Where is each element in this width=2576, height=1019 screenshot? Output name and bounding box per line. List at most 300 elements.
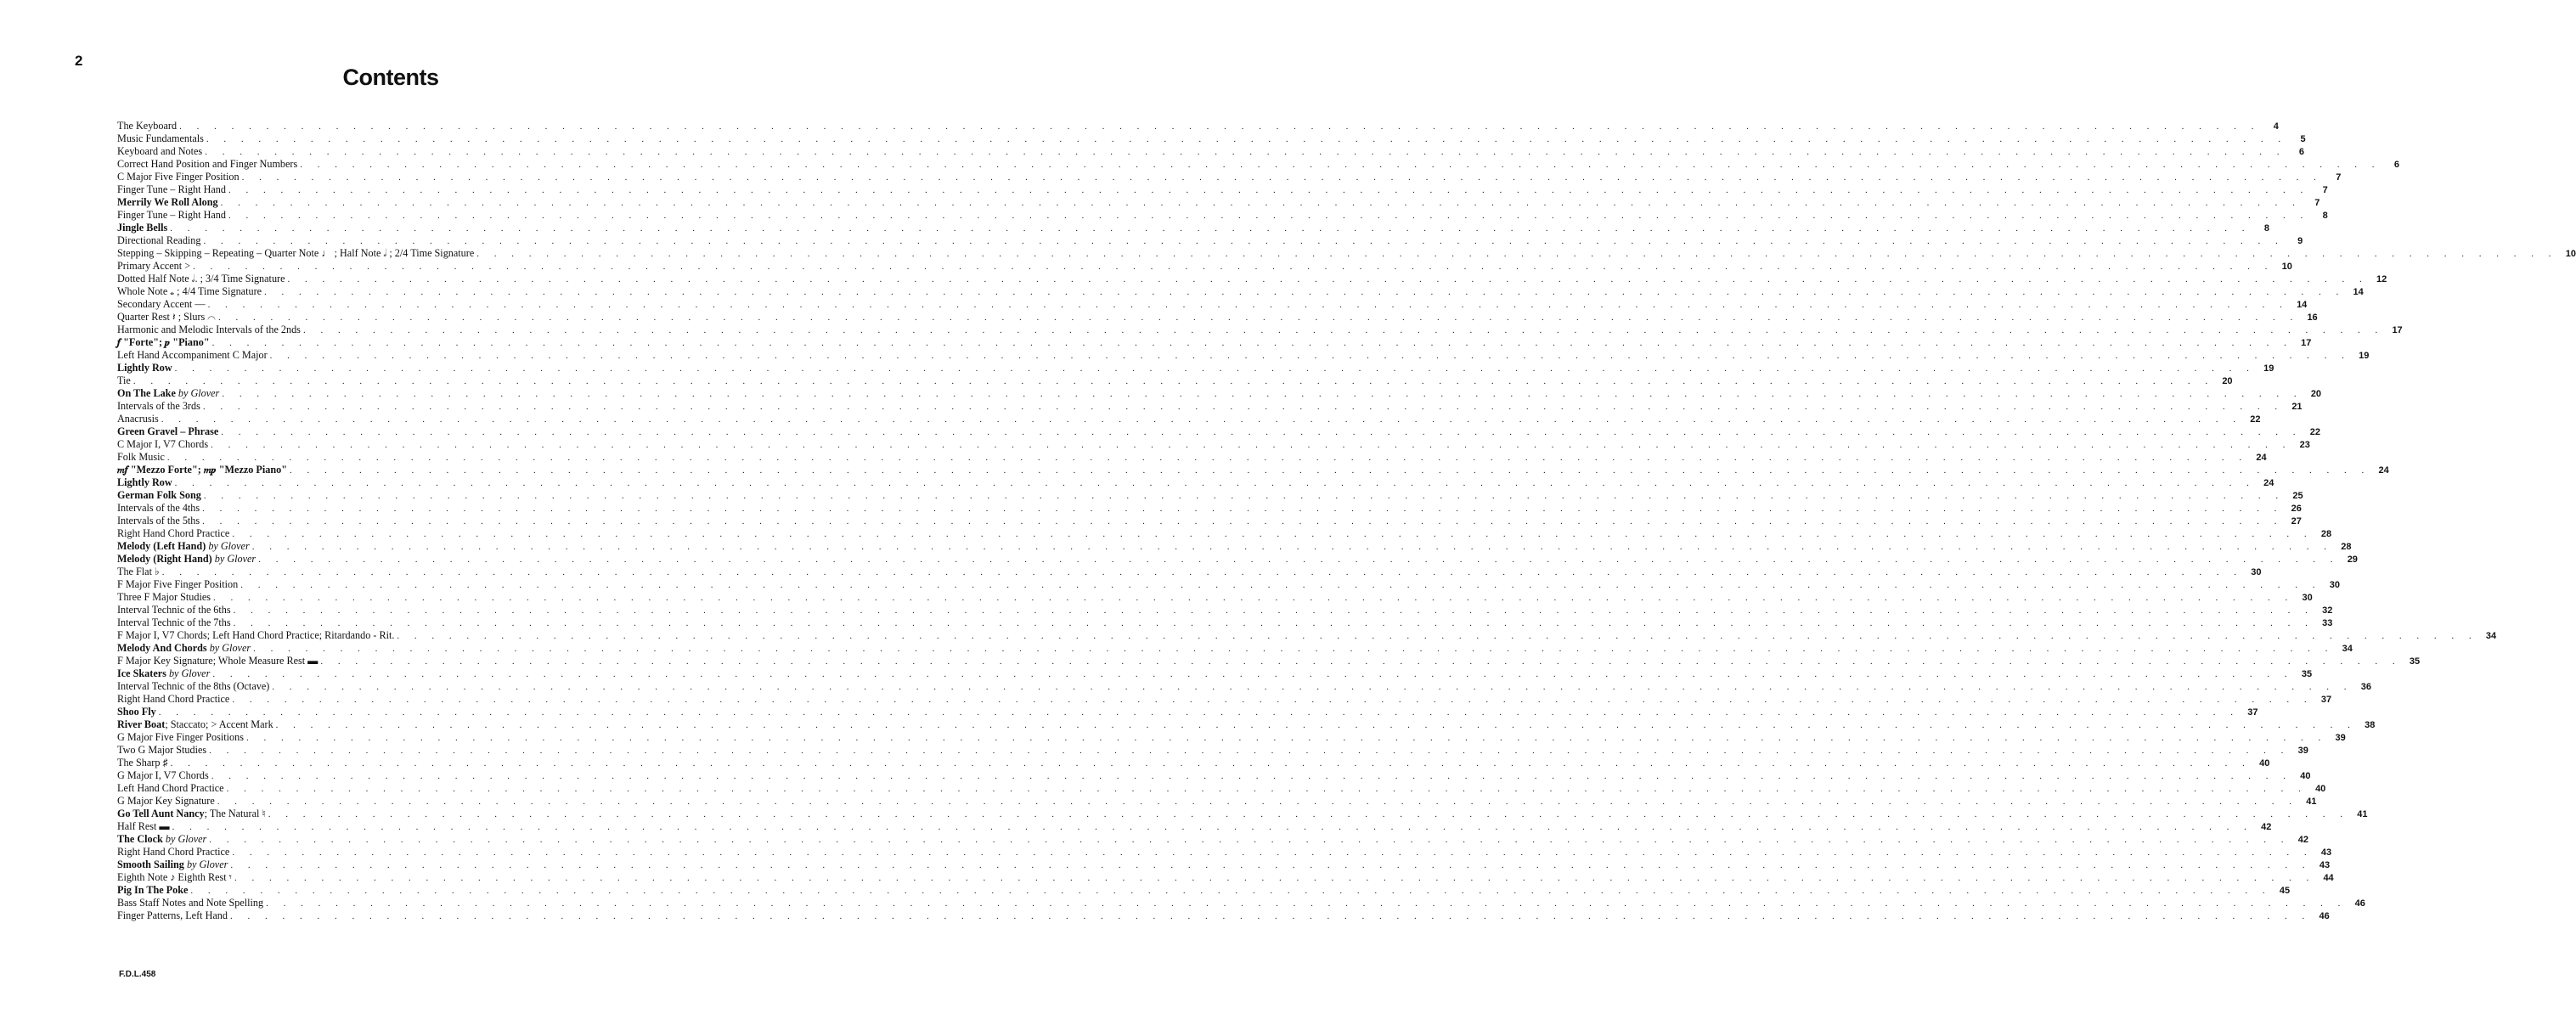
toc-entry-page: 35 (2409, 656, 2421, 667)
dot-leader: . . . . . . . . . . . . . . . . . . . . . . . . . . . . . . . . . . . . . . . . . . . . . . . . . . . . . . . . . . . . . . . . . . . . . . . . . . . . . . . . . . . . . . . . . . . . . . . . . . . . . . . . . . . . . . . . . . . . . . . . (233, 618, 2314, 628)
toc-entry-label: Green Gravel – Phrase (117, 425, 219, 437)
toc-entry-title (117, 833, 209, 846)
dot-leader: . . . . . . . . . . . . . . . . . . . . . . . . . . . . . . . . . . . . . . . . . . . . . . . . . . . . . . . . . . . . . . . . . . . . . . . . . . . . . . . . . . . . . . . . . . . . . . . . . . . . . . . . . . . . . . . . . . . . . . . . (174, 478, 2256, 488)
toc-entry-label: Interval Technic of the 8ths (Octave) (117, 680, 270, 692)
dot-leader: . . . . . . . . . . . . . . . . . . . . . . . . . . . . . . . . . . . . . . . . . . . . . . . . . . . . . . . . . . . . . . . . . . . . . . . . . . . . . . . . . . . . . . . . . . . . . . . . . . . . . . . . . . . . . . . . . . . . . . . . (166, 453, 2248, 463)
toc-entry-label: Primary Accent > (117, 260, 191, 272)
toc-entry-label: Intervals of the 4ths (117, 502, 200, 514)
dot-leader: . . . . . . . . . . . . . . . . . . . . . . . . . . . . . . . . . . . . . . . . . . . . . . . . . . . . . . . . . . . . . . . . . . . . . . . . . . . . . . . . . . . . . . . . . . . . . . . . . . . . . . . . . . . . . . . . . . . . . . . . (202, 504, 2283, 514)
toc-entry (117, 247, 2576, 260)
toc-entry (117, 387, 2322, 400)
toc-entry-page: 12 (2376, 274, 2387, 284)
toc-entry-page: 27 (2291, 516, 2302, 526)
toc-entry (117, 808, 2368, 820)
dot-leader: . . . . . . . . . . . . . . . . . . . . . . . . . . . . . . . . . . . . . . . . . . . . . . . . . . . . . . . . . . . . . . . . . . . . . . . . . . . . . . . . . . . . . . . . . . . . . . . . . . . . . . . . . . . . . . . . . . . . . . . . (174, 363, 2256, 374)
toc-entry-title (117, 311, 218, 324)
toc-entry-title (117, 183, 228, 196)
toc-entry-title (117, 540, 252, 553)
toc-entry-label: Left Hand Accompaniment C Major (117, 349, 268, 361)
toc-entry-label: Stepping – Skipping – Repeating – Quarter Note ♩ ; Half Note 𝅗𝅥 ; 2/4 Time Signature (117, 247, 475, 259)
dot-leader: . . . . . . . . . . . . . . . . . . . . . . . . . . . . . . . . . . . . . . . . . . . . . . . . . . . . . . . . . . . . . . . . . . . . . . . . . . . . . . . . . . . . . . . . . . . . . . . . . . . . . . . . . . . . . . . . . . . . . . . . (251, 542, 2333, 552)
toc-entry (117, 132, 2306, 145)
toc-entry (117, 311, 2318, 324)
dot-leader: . . . . . . . . . . . . . . . . . . . . . . . . . . . . . . . . . . . . . . . . . . . . . . . . . . . . . . . . . . . . . . . . . . . . . . . . . . . . . . . . . . . . . . . . . . . . . . . . . . . . . . . . . . . . . . . . . . . . . . . . (190, 886, 2272, 896)
toc-entry-page: 9 (2297, 236, 2303, 246)
dot-leader: . . . . . . . . . . . . . . . . . . . . . . . . . . . . . . . . . . . . . . . . . . . . . . . . . . . . . . . . . . . . . . . . . . . . . . . . . . . . . . . . . . . . . . . . . . . . . . . . . . . . . . . . . . . . . . . . . . . . . . . . (300, 160, 2381, 170)
toc-entry-page: 33 (2322, 618, 2333, 628)
toc-entry-label: Tie (117, 374, 131, 386)
toc-entry-title (117, 859, 230, 871)
toc-entry-title (117, 387, 222, 400)
toc-entry-title (117, 336, 212, 349)
toc-entry-label: River Boat (117, 718, 166, 730)
dot-leader: . . . . . . . . . . . . . . . . . . . . . . . . . . . . . . . . . . . . . . . . . . . . . . . . . . . . . . . . . . . . . . . . . . . . . . . . . . . . . . . . . . . . . . . . . . . . . . . . . . . . . . . . . . . . . . . . . . . . . . . . (268, 809, 2349, 819)
toc-entry-title (117, 693, 232, 706)
toc-entry (117, 374, 2233, 387)
toc-entry (117, 680, 2372, 693)
dot-leader: . . . . . . . . . . . . . . . . . . . . . . . . . . . . . . . . . . . . . . . . . . . . . . . . . . . . . . . . . . . . . . . . . . . . . . . . . . . . . . . . . . . . . . . . . . . . . . . . . . . . . . . . . . . . . . . . . . . . . . . . (222, 389, 2303, 399)
toc-entry-page: 14 (2297, 300, 2308, 310)
toc-entry-page: 40 (2259, 758, 2270, 768)
dot-leader: . . . . . . . . . . . . . . . . . . . . . . . . . . . . . . . . . . . . . . . . . . . . . . . . . . . . . . . . . . . . . . . . . . . . . . . . . . . . . . . . . . . . . . . . . . . . . . . . . . . . . . . . . . . . . . . . . . . . . . . . (232, 847, 2314, 858)
toc-entry-label: Intervals of the 3rds (117, 400, 200, 412)
toc-entry-page: 43 (2319, 860, 2331, 870)
dot-leader: . . . . . . . . . . . . . . . . . . . . . . . . . . . . . . . . . . . . . . . . . . . . . . . . . . . . . . . . . . . . . . . . . . . . . . . . . . . . . . . . . . . . . . . . . . . . . . . . . . . . . . . . . . . . . . . . . . . . . . . . (203, 491, 2285, 501)
dot-leader: . . . . . . . . . . . . . . . . . . . . . . . . . . . . . . . . . . . . . . . . . . . . . . . . . . . . . . . . . . . . . . . . . . . . . . . . . . . . . . . . . . . . . . . . . . . . . . . . . . . . . . . . . . . . . . . . . . . . . . . . (228, 185, 2309, 195)
toc-entry-title (117, 808, 268, 820)
toc-entry (117, 234, 2303, 247)
toc-entry (117, 591, 2313, 604)
toc-entry-title (117, 324, 303, 336)
toc-entry-label: The Clock (117, 833, 163, 845)
footer-code: F.D.L.458 (119, 970, 156, 979)
toc-entry-page: 39 (2335, 733, 2346, 743)
page-title: Contents (342, 65, 439, 90)
toc-entry-label: Jingle Bells (117, 222, 168, 234)
toc-entry-title (117, 909, 230, 922)
toc-entry (117, 171, 2342, 183)
dot-leader: . . . . . . . . . . . . . . . . . . . . . . . . . . . . . . . . . . . . . . . . . . . . . . . . . . . . . . . . . . . . . . . . . . . . . . . . . . . . . . . . . . . . . . . . . . . . . . . . . . . . . . . . . . . . . . . . . . . . . . . . (264, 287, 2345, 297)
toc-entry (117, 425, 2321, 438)
toc-entry-title (117, 629, 397, 642)
dot-leader: . . . . . . . . . . . . . . . . . . . . . . . . . . . . . . . . . . . . . . . . . . . . . . . . . . . . . . . . . . . . . . . . . . . . . . . . . . . . . . . . . . . . . . . . . . . . . . . . . . . . . . . . . . . . . . . . . . . . . . . . (202, 402, 2284, 412)
toc-entry-title (117, 718, 276, 731)
dot-leader: . . . . . . . . . . . . . . . . . . . . . . . . . . . . . . . . . . . . . . . . . . . . . . . . . . . . . . . . . . . . . . . . . . . . . . . . . . . . . . . . . . . . . . . . . . . . . . . . . . . . . . . . . . . . . . . . . . . . . . . . (232, 529, 2314, 539)
toc-entry (117, 769, 2311, 782)
toc-entry-title (117, 374, 133, 387)
dot-leader: . . . . . . . . . . . . . . . . . . . . . . . . . . . . . . . . . . . . . . . . . . . . . . . . . . . . . . . . . . . . . . . . . . . . . . . . . . . . . . . . . . . . . . . . . . . . . . . . . . . . . . . . . . . . . . . . . . . . . . . . (275, 720, 2357, 730)
toc-entry-page: 8 (2322, 211, 2328, 221)
toc-entry-page: 24 (2378, 465, 2389, 476)
toc-entry-label: 𝆑 "Forte"; 𝆏 "Piano" (117, 336, 210, 348)
toc-entry (117, 693, 2332, 706)
toc-entry-title (117, 846, 232, 859)
toc-entry-page: 44 (2323, 873, 2334, 883)
toc-entry-title (117, 871, 234, 884)
toc-entry-label: Directional Reading (117, 234, 201, 246)
toc-entry-label: Go Tell Aunt Nancy (117, 808, 205, 819)
toc-entry-suffix: ; Staccato; > Accent Mark (165, 718, 273, 730)
dot-leader: . . . . . . . . . . . . . . . . . . . . . . . . . . . . . . . . . . . . . . . . . . . . . . . . . . . . . . . . . . . . . . . . . . . . . . . . . . . . . . . . . . . . . . . . . . . . . . . . . . . . . . . . . . . . . . . . . . . . . . . . (240, 580, 2321, 590)
dot-leader: . . . . . . . . . . . . . . . . . . . . . . . . . . . . . . . . . . . . . . . . . . . . . . . . . . . . . . . . . . . . . . . . . . . . . . . . . . . . . . . . . . . . . . . . . . . . . . . . . . . . . . . . . . . . . . . . . . . . . . . . (269, 351, 2351, 361)
toc-entry-byline: by Glover (214, 553, 256, 565)
toc-entry-byline: by Glover (178, 387, 220, 399)
toc-entry-title (117, 209, 228, 222)
toc-entry-label: Smooth Sailing (117, 859, 184, 870)
dot-leader: . . . . . . . . . . . . . . . . . . . . . . . . . . . . . . . . . . . . . . . . . . . . . . . . . . . . . . . . . . . . . . . . . . . . . . . . . . . . . . . . . . . . . . . . . . . . . . . . . . . . . . . . . . . . . . . . . . . . . . . . (207, 300, 2289, 310)
dot-leader: . . . . . . . . . . . . . . . . . . . . . . . . . . . . . . . . . . . . . . . . . . . . . . . . . . . . . . . . . . . . . . . . . . . . . . . . . . . . . . . . . . . . . . . . . . . . . . . . . . . . . . . . . . . . . . . . . . . . . . . . (228, 211, 2309, 221)
toc-entry-label: Three F Major Studies (117, 591, 211, 603)
toc-entry-page: 21 (2291, 402, 2303, 412)
toc-entry-title (117, 706, 159, 718)
toc-entry (117, 859, 2331, 871)
dot-leader: . . . . . . . . . . . . . . . . . . . . . . . . . . . . . . . . . . . . . . . . . . . . . . . . . . . . . . . . . . . . . . . . . . . . . . . . . . . . . . . . . . . . . . . . . . . . . . . . . . . . . . . . . . . . . . . . . . . . . . . . (258, 555, 2339, 565)
toc-entry-label: Secondary Accent — (117, 298, 206, 310)
toc-entry-page: 7 (2322, 185, 2328, 195)
toc-entry-label: Bass Staff Notes and Note Spelling (117, 897, 264, 909)
toc-entry-page: 42 (2261, 822, 2272, 832)
toc-entry (117, 871, 2334, 884)
toc-entry-title (117, 400, 203, 413)
toc-entry (117, 629, 2497, 642)
dot-leader: . . . . . . . . . . . . . . . . . . . . . . . . . . . . . . . . . . . . . . . . . . . . . . . . . . . . . . . . . . . . . . . . . . . . . . . . . . . . . . . . . . . . . . . . . . . . . . . . . . . . . . . . . . . . . . . . . . . . . . . . (217, 312, 2299, 323)
toc-entry-page: 19 (2359, 351, 2370, 361)
dot-leader: . . . . . . . . . . . . . . . . . . . . . . . . . . . . . . . . . . . . . . . . . . . . . . . . . . . . . . . . . . . . . . . . . . . . . . . . . . . . . . . . . . . . . . . . . . . . . . . . . . . . . . . . . . . . . . . . . . . . . . . . (179, 121, 2260, 132)
dot-leader: . . . . . . . . . . . . . . . . . . . . . . . . . . . . . . . . . . . . . . . . . . . . . . . . . . . . . . . . . . . . . . . . . . . . . . . . . . . . . . . . . . . . . . . . . . . . . . . . . . . . . . . . . . . . . . . . . . . . . . . . (193, 262, 2274, 272)
toc-entry-title (117, 464, 290, 476)
toc-entry-title (117, 782, 227, 795)
toc-entry-page: 45 (2279, 886, 2291, 896)
dot-leader: . . . . . . . . . . . . . . . . . . . . . . . . . . . . . . . . . . . . . . . . . . . . . . . . . . . . . . . . . . . . . . . . . . . . . . . . . . . . . . . . . . . . . . . . . . . . . . . . . . . . . . . . . . . . . . . . . . . . . . . . (209, 746, 2290, 756)
dot-leader: . . . . . . . . . . . . . . . . . . . . . . . . . . . . . . . . . . . . . . . . . . . . . . . . . . . . . . . . . . . . . . . . . . . . . . . . . . . . . . . . . . . . . . . . . . . . . . . . . . . . . . . . . . . . . . . . . . . . . . . . (161, 414, 2242, 425)
toc-entry-page: 23 (2299, 440, 2310, 450)
toc-entry-label: German Folk Song (117, 489, 201, 501)
dot-leader: . . . . . . . . . . . . . . . . . . . . . . . . . . . . . . . . . . . . . . . . . . . . . . . . . . . . . . . . . . . . . . . . . . . . . . . . . . . . . . . . . . . . . . . . . . . . . . . . . . . . . . . . . . . . . . . . . . . . . . . . (206, 134, 2287, 144)
dot-leader: . . . . . . . . . . . . . . . . . . . . . . . . . . . . . . . . . . . . . . . . . . . . . . . . . . . . . . . . . . . . . . . . . . . . . . . . . . . . . . . . . . . . . . . . . . . . . . . . . . . . . . . . . . . . . . . . . . . . . . . . (241, 172, 2323, 183)
toc-entry-label: Anacrusis (117, 413, 159, 425)
toc-entry-label: Folk Music (117, 451, 165, 463)
toc-entry-page: 22 (2309, 427, 2321, 437)
dot-leader: . . . . . . . . . . . . . . . . . . . . . . . . . . . . . . . . . . . . . . . . . . . . . . . . . . . . . . . . . . . . . . . . . . . . . . . . . . . . . . . . . . . . . . . . . . . . . . . . . . . . . . . . . . . . . . . . . . . . . . . . (221, 427, 2303, 437)
toc-entry-page: 46 (2319, 911, 2330, 921)
toc-entry (117, 566, 2262, 578)
toc-entry (117, 120, 2279, 132)
toc-entry (117, 209, 2328, 222)
toc-entry-page: 7 (2336, 172, 2342, 183)
dot-leader: . . . . . . . . . . . . . . . . . . . . . . . . . . . . . . . . . . . . . . . . . . . . . . . . . . . . . . . . . . . . . . . . . . . . . . . . . . . . . . . . . . . . . . . . . . . . . . . . . . . . . . . . . . . . . . . . . . . . . . . . (287, 274, 2369, 284)
toc-entry-page: 29 (2347, 555, 2358, 565)
toc-entry-page: 22 (2250, 414, 2261, 425)
toc-entry-label: Ice Skaters (117, 667, 166, 679)
toc-entry-title (117, 566, 162, 578)
toc-entry (117, 820, 2272, 833)
toc-entry-page: 10 (2281, 262, 2292, 272)
toc-entry (117, 451, 2267, 464)
toc-entry-page: 37 (2247, 707, 2258, 718)
toc-entry-title (117, 667, 212, 680)
toc-entry-label: Keyboard and Notes (117, 145, 203, 157)
toc-entry (117, 897, 2365, 909)
toc-entry-page: 6 (2298, 147, 2304, 157)
dot-leader: . . . . . . . . . . . . . . . . . . . . . . . . . . . . . . . . . . . . . . . . . . . . . . . . . . . . . . . . . . . . . . . . . . . . . . . . . . . . . . . . . . . . . . . . . . . . . . . . . . . . . . . . . . . . . . . . . . . . . . . . (230, 860, 2312, 870)
toc-entry-label: 𝆐𝆑 "Mezzo Forte"; 𝆐𝆏 "Mezzo Piano" (117, 464, 287, 476)
toc-entry-label: Intervals of the 5ths (117, 515, 200, 526)
dot-leader: . . . . . . . . . . . . . . . . . . . . . . . . . . . . . . . . . . . . . . . . . . . . . . . . . . . . . . . . . . . . . . . . . . . . . . . . . . . . . . . . . . . . . . . . . . . . . . . . . . . . . . . . . . . . . . . . . . . . . . . . (220, 198, 2302, 208)
toc-entry-title (117, 642, 253, 655)
toc-entry-title (117, 604, 234, 616)
toc-entry-label: Interval Technic of the 6ths (117, 604, 231, 616)
toc-entry-title (117, 502, 202, 515)
toc-entry-label: C Major I, V7 Chords (117, 438, 209, 450)
toc-entry (117, 260, 2292, 273)
toc-entry-page: 19 (2263, 363, 2274, 374)
toc-entry-byline: by Glover (186, 859, 228, 870)
toc-entry-page: 20 (2310, 389, 2322, 399)
toc-entry-label: Finger Tune – Right Hand (117, 183, 226, 195)
dot-leader: . . . . . . . . . . . . . . . . . . . . . . . . . . . . . . . . . . . . . . . . . . . . . . . . . . . . . . . . . . . . . . . . . . . . . . . . . . . . . . . . . . . . . . . . . . . . . . . . . . . . . . . . . . . . . . . . . . . . . . . . (233, 605, 2314, 616)
toc-entry (117, 324, 2403, 336)
dot-leader: . . . . . . . . . . . . . . . . . . . . . . . . . . . . . . . . . . . . . . . . . . . . . . . . . . . . . . . . . . . . . . . . . . . . . . . . . . . . . . . . . . . . . . . . . . . . . . . . . . . . . . . . . . . . . . . . . . . . . . . . (320, 656, 2402, 667)
toc-entry (117, 527, 2332, 540)
toc-entry-title (117, 553, 258, 566)
toc-entry-title (117, 298, 208, 311)
toc-entry-page: 37 (2320, 695, 2332, 705)
dot-leader: . . . . . . . . . . . . . . . . . . . . . . . . . . . . . . . . . . . . . . . . . . . . . . . . . . . . . . . . . . . . . . . . . . . . . . . . . . . . . . . . . . . . . . . . . . . . . . . . . . . . . . . . . . . . . . . . . . . . . . . . (476, 249, 2557, 259)
toc-entry-page: 41 (2306, 797, 2317, 807)
toc-entry-label: G Major I, V7 Chords (117, 769, 209, 781)
dot-leader: . . . . . . . . . . . . . . . . . . . . . . . . . . . . . . . . . . . . . . . . . . . . . . . . . . . . . . . . . . . . . . . . . . . . . . . . . . . . . . . . . . . . . . . . . . . . . . . . . . . . . . . . . . . . . . . . . . . . . . . . (226, 784, 2308, 794)
dot-leader: . . . . . . . . . . . . . . . . . . . . . . . . . . . . . . . . . . . . . . . . . . . . . . . . . . . . . . . . . . . . . . . . . . . . . . . . . . . . . . . . . . . . . . . . . . . . . . . . . . . . . . . . . . . . . . . . . . . . . . . . (158, 707, 2240, 718)
toc-entry (117, 782, 2326, 795)
dot-leader: . . . . . . . . . . . . . . . . . . . . . . . . . . . . . . . . . . . . . . . . . . . . . . . . . . . . . . . . . . . . . . . . . . . . . . . . . . . . . . . . . . . . . . . . . . . . . . . . . . . . . . . . . . . . . . . . . . . . . . . . (209, 835, 2291, 845)
toc-entry-label: Pig In The Poke (117, 884, 189, 896)
dot-leader: . . . . . . . . . . . . . . . . . . . . . . . . . . . . . . . . . . . . . . . . . . . . . . . . . . . . . . . . . . . . . . . . . . . . . . . . . . . . . . . . . . . . . . . . . . . . . . . . . . . . . . . . . . . . . . . . . . . . . . . . (234, 873, 2315, 883)
toc-entry-title (117, 884, 190, 897)
toc-entry (117, 718, 2376, 731)
toc-entry-page: 43 (2320, 847, 2332, 858)
toc-entry-title (117, 171, 242, 183)
dot-leader: . . . . . . . . . . . . . . . . . . . . . . . . . . . . . . . . . . . . . . . . . . . . . . . . . . . . . . . . . . . . . . . . . . . . . . . . . . . . . . . . . . . . . . . . . . . . . . . . . . . . . . . . . . . . . . . . . . . . . . . . (302, 325, 2384, 335)
toc-entry-label: Right Hand Chord Practice (117, 527, 230, 539)
toc-entry-label: Music Fundamentals (117, 132, 204, 144)
toc-entry-title (117, 285, 264, 298)
toc-entry (117, 502, 2302, 515)
toc-entry (117, 413, 2261, 425)
toc-entry-title (117, 515, 202, 527)
toc-entry (117, 731, 2346, 744)
toc-entry-page: 30 (2251, 567, 2262, 577)
toc-entry-page: 40 (2315, 784, 2326, 794)
toc-entry-suffix: ; The Natural ♮ (204, 808, 266, 819)
toc-entry-title (117, 795, 217, 808)
toc-entry (117, 757, 2270, 769)
toc-entry-title (117, 744, 209, 757)
toc-entry-label: Melody And Chords (117, 642, 207, 654)
toc-entry-label: Whole Note 𝅝 ; 4/4 Time Signature (117, 285, 262, 297)
toc-entry-label: Right Hand Chord Practice (117, 693, 230, 705)
toc-entry-label: Quarter Rest 𝄽 ; Slurs ⌒ (117, 311, 216, 323)
table-of-contents (117, 120, 2576, 922)
toc-entry-title (117, 349, 270, 362)
toc-entry (117, 336, 2312, 349)
toc-entry-page: 7 (2314, 198, 2320, 208)
dot-leader: . . . . . . . . . . . . . . . . . . . . . . . . . . . . . . . . . . . . . . . . . . . . . . . . . . . . . . . . . . . . . . . . . . . . . . . . . . . . . . . . . . . . . . . . . . . . . . . . . . . . . . . . . . . . . . . . . . . . . . . . (229, 911, 2311, 921)
toc-entry-label: Left Hand Chord Practice (117, 782, 224, 794)
toc-entry-title (117, 273, 288, 285)
toc-entry-byline: by Glover (209, 642, 251, 654)
toc-entry-title (117, 897, 266, 909)
toc-entry-title (117, 489, 204, 502)
toc-entry-page: 35 (2301, 669, 2313, 679)
dot-leader: . . . . . . . . . . . . . . . . . . . . . . . . . . . . . . . . . . . . . . . . . . . . . . . . . . . . . . . . . . . . . . . . . . . . . . . . . . . . . . . . . . . . . . . . . . . . . . . . . . . . . . . . . . . . . . . . . . . . . . . . (397, 631, 2478, 641)
toc-entry (117, 349, 2370, 362)
toc-entry (117, 476, 2274, 489)
toc-entry (117, 744, 2308, 757)
toc-entry-title (117, 731, 246, 744)
toc-entry (117, 909, 2330, 922)
toc-entry-page: 4 (2273, 121, 2279, 132)
toc-entry-title (117, 425, 221, 438)
toc-entry-label: Shoo Fly (117, 706, 156, 718)
toc-entry (117, 616, 2333, 629)
toc-entry (117, 285, 2364, 298)
toc-entry-page: 28 (2341, 542, 2352, 552)
toc-entry (117, 438, 2310, 451)
toc-entry-page: 34 (2342, 644, 2353, 654)
toc-entry-label: Eighth Note ♪ Eighth Rest 𝄾 (117, 871, 232, 883)
toc-entry-label: Two G Major Studies (117, 744, 207, 756)
toc-entry-label: The Flat ♭ (117, 566, 160, 577)
toc-entry (117, 400, 2303, 413)
toc-entry-label: Correct Hand Position and Finger Numbers (117, 158, 298, 170)
toc-entry-label: F Major I, V7 Chords; Left Hand Chord Practice; Ritardando - Rit. (117, 629, 395, 641)
toc-entry-page: 39 (2297, 746, 2308, 756)
toc-entry (117, 795, 2317, 808)
toc-entry-page: 24 (2263, 478, 2274, 488)
toc-entry-page: 10 (2565, 249, 2576, 259)
toc-entry-label: F Major Key Signature; Whole Measure Rest ▬ (117, 655, 318, 667)
toc-entry-label: F Major Five Finger Position (117, 578, 239, 590)
toc-entry-page: 32 (2322, 605, 2333, 616)
dot-leader: . . . . . . . . . . . . . . . . . . . . . . . . . . . . . . . . . . . . . . . . . . . . . . . . . . . . . . . . . . . . . . . . . . . . . . . . . . . . . . . . . . . . . . . . . . . . . . . . . . . . . . . . . . . . . . . . . . . . . . . . (161, 567, 2243, 577)
toc-entry-page: 42 (2297, 835, 2309, 845)
toc-entry-label: The Sharp ♯ (117, 757, 168, 768)
dot-leader: . . . . . . . . . . . . . . . . . . . . . . . . . . . . . . . . . . . . . . . . . . . . . . . . . . . . . . . . . . . . . . . . . . . . . . . . . . . . . . . . . . . . . . . . . . . . . . . . . . . . . . . . . . . . . . . . . . . . . . . . (170, 758, 2252, 768)
toc-entry-label: G Major Five Finger Positions (117, 731, 244, 743)
toc-entry-label: Melody (Right Hand) (117, 553, 212, 565)
toc-entry-byline: by Glover (168, 667, 211, 679)
dot-leader: . . . . . . . . . . . . . . . . . . . . . . . . . . . . . . . . . . . . . . . . . . . . . . . . . . . . . . . . . . . . . . . . . . . . . . . . . . . . . . . . . . . . . . . . . . . . . . . . . . . . . . . . . . . . . . . . . . . . . . . . (245, 733, 2327, 743)
toc-entry-page: 17 (2392, 325, 2403, 335)
toc-entry-label: Melody (Left Hand) (117, 540, 206, 552)
toc-entry-title (117, 247, 476, 260)
toc-entry-title (117, 120, 179, 132)
toc-entry-title (117, 196, 221, 209)
toc-entry-page: 8 (2263, 223, 2269, 234)
toc-entry-label: Finger Patterns, Left Hand (117, 909, 228, 921)
toc-entry-byline: by Glover (208, 540, 250, 552)
toc-entry-page: 38 (2365, 720, 2376, 730)
toc-entry-title (117, 527, 232, 540)
toc-entry-title (117, 260, 193, 273)
toc-entry-page: 30 (2302, 593, 2313, 603)
toc-entry (117, 846, 2332, 859)
toc-entry-byline: by Glover (165, 833, 207, 845)
toc-entry-title (117, 680, 272, 693)
toc-entry (117, 196, 2320, 209)
toc-entry (117, 362, 2274, 374)
toc-entry-title (117, 451, 167, 464)
toc-entry-page: 30 (2329, 580, 2340, 590)
toc-entry-label: Harmonic and Melodic Intervals of the 2nds (117, 324, 301, 335)
toc-entry-page: 40 (2300, 771, 2311, 781)
toc-entry-page: 36 (2360, 682, 2372, 692)
dot-leader: . . . . . . . . . . . . . . . . . . . . . . . . . . . . . . . . . . . . . . . . . . . . . . . . . . . . . . . . . . . . . . . . . . . . . . . . . . . . . . . . . . . . . . . . . . . . . . . . . . . . . . . . . . . . . . . . . . . . . . . . (205, 147, 2286, 157)
toc-entry (117, 158, 2399, 171)
toc-entry-title (117, 145, 205, 158)
dot-leader: . . . . . . . . . . . . . . . . . . . . . . . . . . . . . . . . . . . . . . . . . . . . . . . . . . . . . . . . . . . . . . . . . . . . . . . . . . . . . . . . . . . . . . . . . . . . . . . . . . . . . . . . . . . . . . . . . . . . . . . . (212, 669, 2294, 679)
dot-leader: . . . . . . . . . . . . . . . . . . . . . . . . . . . . . . . . . . . . . . . . . . . . . . . . . . . . . . . . . . . . . . . . . . . . . . . . . . . . . . . . . . . . . . . . . . . . . . . . . . . . . . . . . . . . . . . . . . . . . . . . (202, 516, 2283, 526)
toc-entry (117, 464, 2389, 476)
toc-entry (117, 604, 2333, 616)
toc-entry-title (117, 616, 234, 629)
toc-entry-page: 24 (2256, 453, 2267, 463)
toc-entry-title (117, 757, 171, 769)
toc-entry-title (117, 591, 213, 604)
toc-entry-label: C Major Five Finger Position (117, 171, 240, 183)
toc-entry (117, 183, 2328, 196)
toc-entry (117, 222, 2269, 234)
dot-leader: . . . . . . . . . . . . . . . . . . . . . . . . . . . . . . . . . . . . . . . . . . . . . . . . . . . . . . . . . . . . . . . . . . . . . . . . . . . . . . . . . . . . . . . . . . . . . . . . . . . . . . . . . . . . . . . . . . . . . . . . (172, 822, 2253, 832)
dot-leader: . . . . . . . . . . . . . . . . . . . . . . . . . . . . . . . . . . . . . . . . . . . . . . . . . . . . . . . . . . . . . . . . . . . . . . . . . . . . . . . . . . . . . . . . . . . . . . . . . . . . . . . . . . . . . . . . . . . . . . . . (213, 593, 2294, 603)
toc-entry-title (117, 132, 206, 145)
toc-entry-page: 34 (2485, 631, 2497, 641)
toc-entry (117, 667, 2313, 680)
toc-entry (117, 273, 2387, 285)
toc-entry-label: On The Lake (117, 387, 176, 399)
dot-leader: . . . . . . . . . . . . . . . . . . . . . . . . . . . . . . . . . . . . . . . . . . . . . . . . . . . . . . . . . . . . . . . . . . . . . . . . . . . . . . . . . . . . . . . . . . . . . . . . . . . . . . . . . . . . . . . . . . . . . . . . (289, 465, 2370, 476)
toc-entry (117, 884, 2291, 897)
dot-leader: . . . . . . . . . . . . . . . . . . . . . . . . . . . . . . . . . . . . . . . . . . . . . . . . . . . . . . . . . . . . . . . . . . . . . . . . . . . . . . . . . . . . . . . . . . . . . . . . . . . . . . . . . . . . . . . . . . . . . . . . (266, 898, 2347, 909)
toc-entry-label: Interval Technic of the 7ths (117, 616, 231, 628)
toc-entry (117, 578, 2340, 591)
toc-entry-title (117, 655, 320, 667)
dot-leader: . . . . . . . . . . . . . . . . . . . . . . . . . . . . . . . . . . . . . . . . . . . . . . . . . . . . . . . . . . . . . . . . . . . . . . . . . . . . . . . . . . . . . . . . . . . . . . . . . . . . . . . . . . . . . . . . . . . . . . . . (203, 236, 2285, 246)
toc-entry (117, 833, 2309, 846)
page-number: 2 (75, 53, 83, 69)
dot-leader: . . . . . . . . . . . . . . . . . . . . . . . . . . . . . . . . . . . . . . . . . . . . . . . . . . . . . . . . . . . . . . . . . . . . . . . . . . . . . . . . . . . . . . . . . . . . . . . . . . . . . . . . . . . . . . . . . . . . . . . . (211, 440, 2291, 450)
toc-entry-label: G Major Key Signature (117, 795, 215, 807)
toc-entry-page: 28 (2320, 529, 2332, 539)
dot-leader: . . . . . . . . . . . . . . . . . . . . . . . . . . . . . . . . . . . . . . . . . . . . . . . . . . . . . . . . . . . . . . . . . . . . . . . . . . . . . . . . . . . . . . . . . . . . . . . . . . . . . . . . . . . . . . . . . . . . . . . . (272, 682, 2353, 692)
toc-entry-page: 26 (2291, 504, 2302, 514)
toc-entry-title (117, 820, 172, 833)
toc-entry-label: Right Hand Chord Practice (117, 846, 230, 858)
toc-entry-page: 20 (2222, 376, 2233, 386)
toc-entry (117, 298, 2308, 311)
toc-entry-page: 41 (2357, 809, 2368, 819)
toc-entry-label: Lightly Row (117, 362, 172, 374)
toc-entry-title (117, 438, 211, 451)
toc-entry-title (117, 413, 161, 425)
toc-entry-page: 14 (2353, 287, 2364, 297)
toc-entry-title (117, 578, 240, 591)
dot-leader: . . . . . . . . . . . . . . . . . . . . . . . . . . . . . . . . . . . . . . . . . . . . . . . . . . . . . . . . . . . . . . . . . . . . . . . . . . . . . . . . . . . . . . . . . . . . . . . . . . . . . . . . . . . . . . . . . . . . . . . . (211, 338, 2293, 348)
dot-leader: . . . . . . . . . . . . . . . . . . . . . . . . . . . . . . . . . . . . . . . . . . . . . . . . . . . . . . . . . . . . . . . . . . . . . . . . . . . . . . . . . . . . . . . . . . . . . . . . . . . . . . . . . . . . . . . . . . . . . . . . (217, 797, 2298, 807)
toc-entry (117, 145, 2304, 158)
toc-entry-page: 25 (2292, 491, 2303, 501)
toc-entry-label: Finger Tune – Right Hand (117, 209, 226, 221)
